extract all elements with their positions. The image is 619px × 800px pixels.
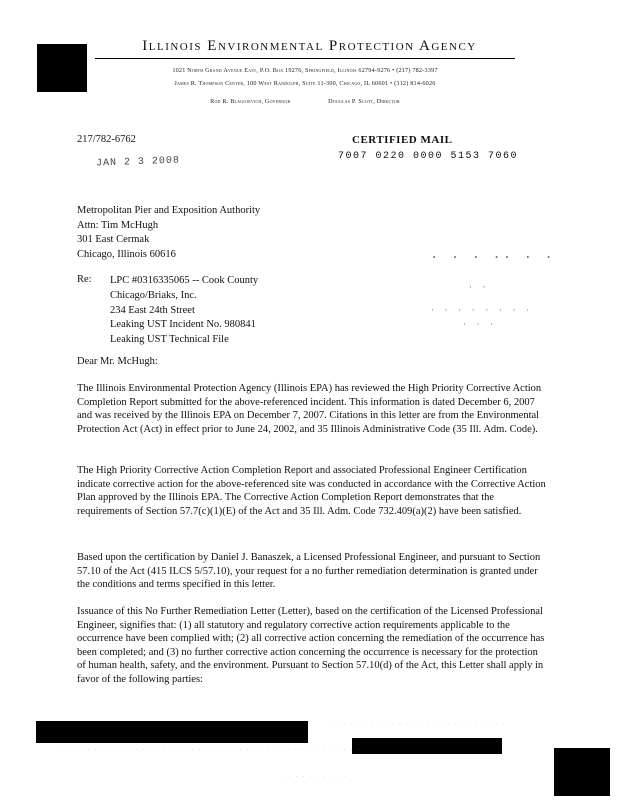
salutation: Dear Mr. McHugh: [77, 356, 158, 367]
letterhead-rule [95, 58, 515, 59]
paragraph-3: Based upon the certification by Daniel J. Banaszek, a Licensed Professional Engineer, and pursuant to Section 57.10 of the Act (415 ILCS 5/57.10), your request for a no further remediation determination is granted under the conditions and terms specified in this letter. [77, 552, 541, 591]
agency-name: Illinois Environmental Protection Agency [142, 38, 477, 54]
certified-mail-label: CERTIFIED MAIL [352, 134, 453, 146]
letterhead-officials [90, 98, 520, 105]
phone-number: 217/782-6762 [77, 134, 136, 145]
recipient-address [77, 204, 260, 262]
letterhead-address-2: James R. Thompson Center, 100 West Randolph, Suite 11-300, Chicago, IL 60601 • (312) 814-6026 [174, 80, 436, 87]
received-stamp-mark: · · · [462, 320, 497, 329]
paragraph-4: Issuance of this No Further Remediation Letter (Letter), based on the certification of the Licensed Professional Engineer, signifies that: (1) all statutory and regulatory corrective action requirements applicable to the occurrence have been complied with; (2) all corrective action concerning the remediation of the occurrence has been completed; and (3) no further corrective action concerning the occurrence is necessary for the protection of human health, safety, and the environment. Pursuant to Section 57.10(d) of the Act, this Letter shall apply in favor of the following parties: [77, 606, 545, 685]
faint-text: · · · · · · · · · · [282, 775, 348, 780]
redaction-block-bottom [554, 748, 610, 796]
received-stamp-mark: · · [468, 283, 489, 292]
letterhead-address-1: 1021 North Grand Avenue East, P.O. Box 19276, Springfield, Illinois 62794-9276 • (217) 782-3397 [172, 67, 438, 74]
faint-text: · · · · · · · · · · · · · · · · · · · · · · · · · · [330, 722, 507, 727]
re-line: LPC #0316335065 -- Cook County [110, 275, 259, 286]
re-block [110, 274, 258, 348]
recipient-line: Metropolitan Pier and Exposition Authority [77, 205, 261, 216]
paragraph-2: The High Priority Corrective Action Completion Report and associated Professional Engineer Certification indicate corrective action for the above-referenced site was conducted in accordance with the Corrective Action Plan approved by the Illinois EPA. The Corrective Action Completion Report demonstrates that the requirements of Section 57.7(c)(1)(E) of the Act and 35 Ill. Adm. Code 732.409(a)(2) have been satisfied. [77, 465, 546, 517]
tracking-number: 7007 0220 0000 5153 7060 [338, 151, 519, 162]
governor-name: Rod R. Blagojevich, Governor [210, 98, 291, 105]
re-line: Chicago/Briaks, Inc. [110, 289, 197, 301]
received-stamp: · · · ·· · · [430, 250, 555, 266]
paragraph-1: The Illinois Environmental Protection Agency (Illinois EPA) has reviewed the High Priority Corrective Action Completion Report submitted for the above-referenced incident. This information is dated December 6, 2007 and was received by the Illinois EPA on December 7, 2007. Citations in this letter are from the Environmental Protection Act (Act) in effect prior to June 24, 2002, and 35 Illinois Administrative Code (35 Ill. Adm. Code). [77, 383, 542, 435]
re-line: Leaking UST Technical File [110, 334, 229, 346]
faint-text: · · · · · · · · · · · · · · · · · · · · · · · · · · · · · · · · · · · · · · · · · · · · [60, 748, 362, 753]
recipient-line: Attn: Tim McHugh [77, 219, 159, 231]
recipient-line: 301 East Cermak [77, 234, 150, 245]
date-stamp: JAN 2 3 2008 [95, 155, 181, 170]
redaction-bar-left [36, 721, 308, 743]
re-line: 234 East 24th Street [110, 304, 195, 316]
director-name: Douglas P. Scott, Director [328, 98, 400, 105]
recipient-line: Chicago, Illinois 60616 [77, 248, 176, 260]
received-stamp-mark: · · · · · · · · [430, 306, 533, 315]
re-line: Leaking UST Incident No. 980841 [110, 319, 256, 331]
redaction-bar-right [352, 738, 502, 754]
re-label: Re: [77, 274, 92, 285]
